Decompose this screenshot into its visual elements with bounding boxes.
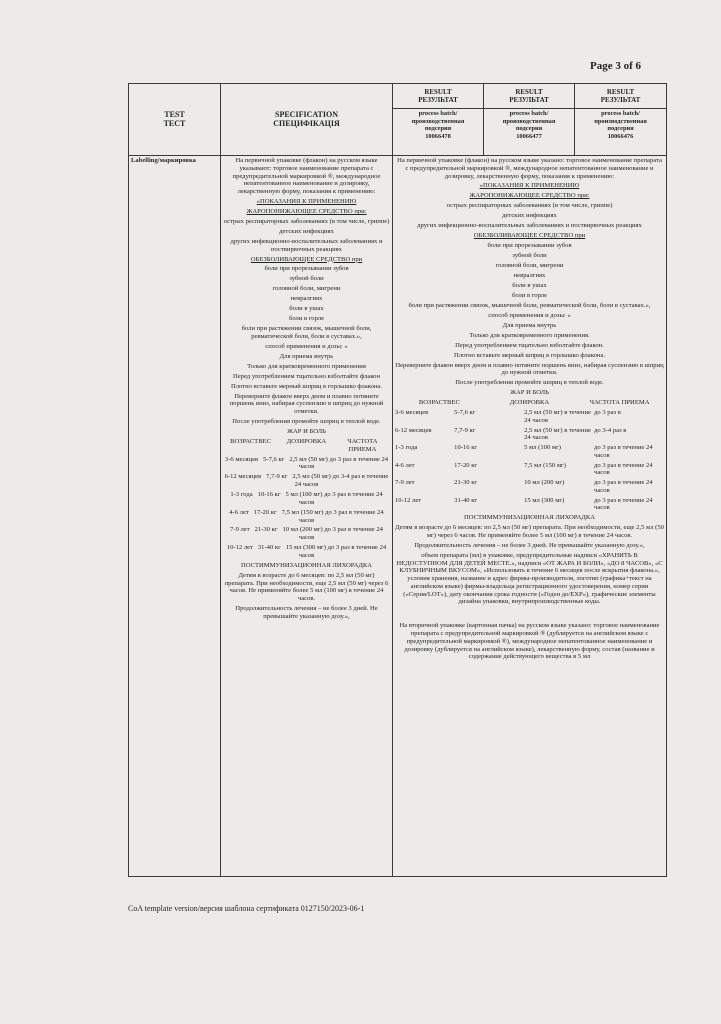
dose-table-header: ВОЗРАСТВЕС ДОЗИРОВКА ЧАСТОТА ПРИЕМА bbox=[418, 399, 650, 407]
specification-header: SPECIFICATION СПЕЦИФІКАЦІЯ bbox=[221, 84, 393, 156]
result-header-2: RESULT РЕЗУЛЬТАТ bbox=[484, 84, 575, 109]
page-number: Page 3 of 6 bbox=[590, 60, 642, 72]
dose-row: 4-6 лет 17-20 кг 7,5 мл (150 мг) до 3 раз в течение 24 часов bbox=[395, 461, 653, 477]
dose-row: 1-3 года 10-16 кг 5 мл (100 мг) до 3 раз в течение 24 часов bbox=[230, 491, 383, 506]
batch-number-1: process batch/ производственная подсерия 10066478 bbox=[393, 109, 484, 156]
result-header-3: RESULT РЕЗУЛЬТАТ bbox=[575, 84, 667, 109]
dose-row: 3-6 месяцев 5-7,6 кг 2,5 мл (50 мг) в течение 24 часов до 3 раз в bbox=[395, 409, 621, 424]
batch-number-2: process batch/ производственная подсерия 10066477 bbox=[484, 109, 575, 156]
test-name-labelling: Labelling/маркировка bbox=[129, 155, 221, 876]
test-header: TEST ТЕСТ bbox=[129, 84, 221, 156]
dose-row: 7-9 лет 21-30 кг 10 мл (200 мг) до 3 раз в течение 24 часов bbox=[230, 526, 383, 542]
dose-row: 3-6 месяцев 5-7,6 кг 2,5 мл (50 мг) до 3 раз в течение 24 часов bbox=[224, 455, 389, 471]
specification-table bbox=[128, 83, 667, 877]
dose-row: 7-9 лет 21-30 кг 10 мл (200 мг) до 3 раз в течение 24 часов bbox=[395, 479, 653, 494]
dose-row: 6-12 месяцев 7,7-9 кг 2,5 мл (50 мг) в течение 24 часов до 3-4 раз в bbox=[395, 426, 627, 442]
result-text: На первичной упаковке (флакон) на русском языке указано: торговое наименование препарата с предупредительной маркировкой ®, международное непатентованное наименование и дозировку, лекарственную форму, показания к применению: «ПОКАЗАНИЯ К ПРИМЕНЕНИЮ ЖАРОПОНИЖАЮЩЕЕ СРЕДСТВО при: острых респираторных заболеваниях (в том числе, гриппе) детских инфекциях других инфекционно-воспалительных заболеваниях и поствирвочных реакциях ОБЕЗБОЛИВАЮЩЕЕ СРЕДСТВО при боли при прорезывании зубов зубной боли головной боли, мигрени невралгиях боли в ушах боли в горле боли при растяжении связок, мышечной боли, ревматической боли, боли в суставах.», способ применения и дозы: « Для приема внутрь Только для кратковременного применения. Перед употреблением тщательно взболтайте флакон. Плотно вставьте мерный шприц в горлышко флакона. Переверните флакон вверх дном и плавно потяните поршень вниз, набирая суспензию в шприц до нужной отметки. После употребления промойте шприц в теплой воде. ЖАР И БОЛЬ ВОЗРАСТВЕС ДОЗИРОВКА ЧАСТОТА ПРИЕМА 3-6 месяцев 5-7,6 кг 2,5 мл (50 мг) в течение 24 часов до 3 раз в 6-12 месяцев 7,7-9 кг 2,5 мл (50 мг) в течение 24 часов до 3-4 раз в 1-3 года 10-16 кг 5 мл (100 мг) до 3 раз в течение 24 часов 4-6 лет 17-20 кг 7,5 мл (150 мг) до 3 раз в течение 24 часов 7-9 лет 21-30 кг 10 мл (200 мг) до 3 раз в течение 24 часов 10-12 лет 31-40 кг 15 мл (300 мг) до 3 раз в течение 24 часов ПОСТИММУНИЗАЦИОННАЯ ЛИХОРАДКА Детям в возрасте до 6 месяцев: по 2,5 мл (50 мг) препарата. При необходимости, еще 2,5 мл (50 мг) через 6 часов. Не применяйте более 5 мл (100 мг) в течение 24 часов. Продолжительность лечения – не более 3 дней. Не превышайте указанную дозу.», объем препарата (мл) в упаковке, предупредительные надписи «ХРАНИТЬ В НЕДОСТУПНОМ ДЛЯ ДЕТЕЙ МЕСТЕ.», надписи «ОТ ЖАРА И БОЛИ», «ДО 8 ЧАСОВ», «С КЛУБНИЧНЫМ ВКУСОМ», «Использовать в течение 6 месяцев после вскрытия флакона.», условия хранения, название и адрес фирмы-производителя, логотип (графика+текст на английском языке) фирмы-владельца регистрационного удостоверения, номер серии («Серия/LOT»), дату окончания срока годности («Годен до/EXP»), графические элементы дизайна упаковки, внутрипроизводственные коды. На вторичной упаковке (картонная пачка) на русском языке указано: торговое наименование препарата с предупредительной маркировкой ® (дублируется на английском языке с предупредительной маркировкой ®), международное непатентованное наименование и дозировку (дублируется на английском языке), лекарственную форму, состав (название и содержание действующего вещества в 5 мл bbox=[393, 155, 667, 876]
dose-row: 6-12 месяцев 7,7-9 кг 2,5 мл (50 мг) до 3-4 раз в течение 24 часов bbox=[224, 473, 389, 489]
dose-row: 1-3 года 10-16 кг 5 мл (100 мг) до 3 раз в течение 24 часов bbox=[395, 444, 653, 459]
dose-row: 10-12 лет 31-40 кг 15 мл (300 мг) до 3 раз в течение 24 часов bbox=[395, 496, 653, 512]
batch-number-3: process batch/ производственная подсерия 10066476 bbox=[575, 109, 667, 156]
footer-template-version: CoA template version/версия шаблона сертификата 0127150/2023-06-1 bbox=[128, 904, 365, 913]
dose-table-header: ВОЗРАСТВЕС ДОЗИРОВКА ЧАСТОТА ПРИЕМА bbox=[230, 438, 378, 453]
specification-text: На первичной упаковке (флакон) на русском языке указывают: торговое наименование препарата с предупредительной маркировкой ®, международное непатентованное наименование и дозировку, лекарственную форму, показания к применению: «ПОКАЗАНИЯ К ПРИМЕНЕНИЮ ЖАРОПОНИЖАЮЩЕЕ СРЕДСТВО при: острых респираторных заболеваниях (в том числе, гриппе) детских инфекциях других инфекционно-воспалительных заболеваниях и поствирвочных реакциях ОБЕЗБОЛИВАЮЩЕЕ СРЕДСТВО при боли при прорезывании зубов зубной боли головной боли, мигрени невралгиях боли в ушах боли в горле боли при растяжении связок, мышечной боли, ревматической боли, боли в суставах.», способ применения и дозы: « Для приема внутрь Только для кратковременного применения Перед употреблением тщательно взболтайте флакон Плотно вставьте мерный шприц в горлышко флакона. Переверните флакон вверх дном и плавно потяните поршень вниз, набирая суспензию в шприц до нужной отметки. После употребления промойте шприц в теплой воде. ЖАР И БОЛЬ ВОЗРАСТВЕС ДОЗИРОВКА ЧАСТОТА ПРИЕМА 3-6 месяцев 5-7,6 кг 2,5 мл (50 мг) до 3 раз в течение 24 часов 6-12 месяцев 7,7-9 кг 2,5 мл (50 мг) до 3-4 раз в течение 24 часов 1-3 года 10-16 кг 5 мл (100 мг) до 3 раз в течение 24 часов 4-6 лет 17-20 кг 7,5 мл (150 мг) до 3 раз в течение 24 часов 7-9 лет 21-30 кг 10 мл (200 мг) до 3 раз в течение 24 часов 10-12 лет 31-40 кг 15 мл (300 мг) до 3 раз в течение 24 часов ПОСТИММУНИЗАЦИОННАЯ ЛИХОРАДКА Детям в возрасте до 6 месяцев: по 2,5 мл (50 мг) препарата. При необходимости, еще 2,5 мл (50 мг) через 6 часов. Не применяйте более 5 мл (100 мг) в течение 24 часов. Продолжительность лечения – не более 3 дней. Не превышайте указанную дозу.», bbox=[221, 155, 393, 876]
dose-row: 4-6 лет 17-20 кг 7,5 мл (150 мг) до 3 раз в течение 24 часов bbox=[229, 508, 384, 524]
dose-row: 10-12 лет 31-40 кг 15 мл (300 мг) до 3 раз в течение 24 часов bbox=[226, 544, 387, 559]
result-header-1: RESULT РЕЗУЛЬТАТ bbox=[393, 84, 484, 109]
